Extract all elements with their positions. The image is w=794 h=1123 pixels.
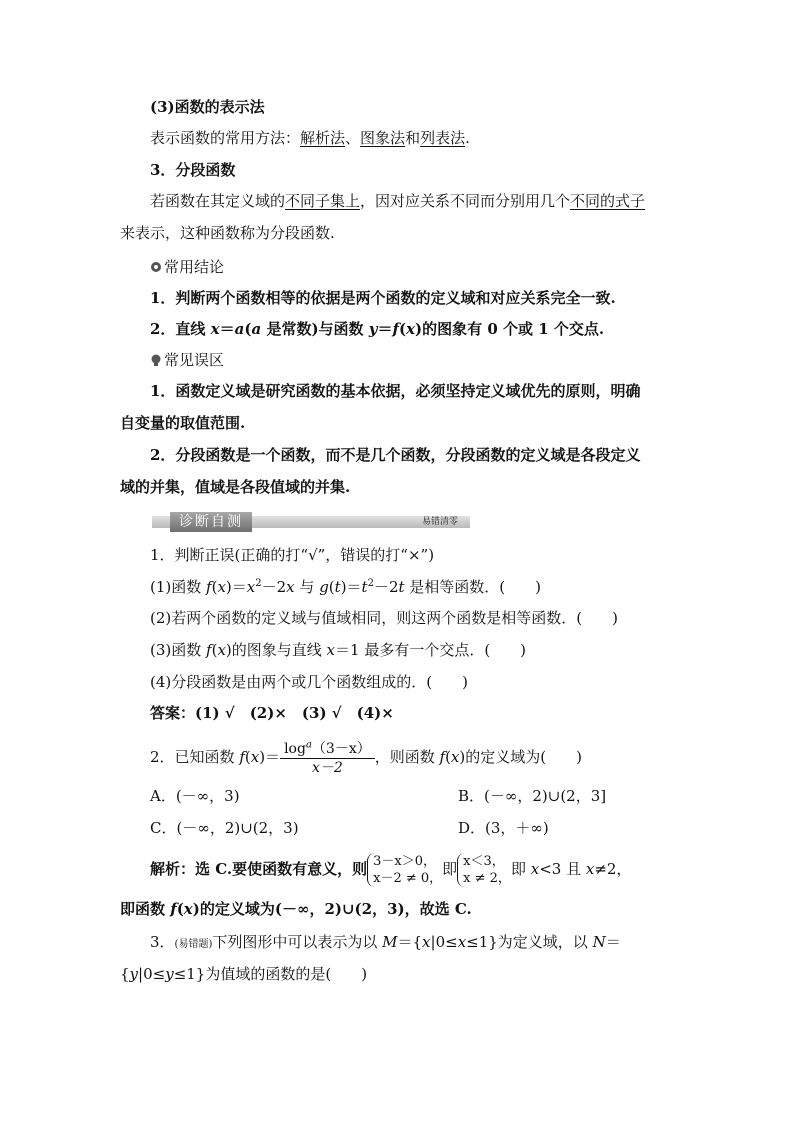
var: g [319,578,329,596]
q2-system-1 [367,853,442,887]
var: f [206,641,212,659]
heading-text: 常用结论 [164,258,225,276]
t: ＝ [219,320,235,338]
t: ( [398,320,407,338]
fraction-numerator [280,740,375,759]
var: x [326,641,336,659]
self-test-banner [152,512,470,532]
banner-title: 诊断自测 [170,512,252,532]
methods-prefix: 表示函数的常用方法： [150,129,301,147]
q1-answer: 答案：(1) √ (2)× (3) √ (4)× [150,704,394,722]
var: x [246,578,256,596]
t: 即 [442,860,458,878]
t: <3 且 [539,860,586,878]
sep: 和 [405,129,421,147]
t: )＝ [259,748,281,766]
var: x [210,320,220,338]
t: )的图象与直线 [225,641,327,659]
t: ＝ [605,933,621,951]
var: x [530,860,540,878]
period: . [465,129,470,147]
system-row: 3－x＞0， [373,854,436,869]
t: ( [328,578,335,596]
t: { [120,965,130,983]
var: y [129,965,139,983]
q1-statement-1 [150,577,541,597]
method-analytic: 解析法 [300,129,346,147]
q2-stem [150,735,582,779]
t: （3－x） [311,740,371,757]
var: x [406,320,416,338]
mistake-item-2-line1: 2．分段函数是一个函数，而不是几个函数，分段函数的定义域是各段定义 [150,446,641,464]
var: f [239,748,245,766]
var: x [422,933,431,951]
var: y [165,965,174,983]
exp: 2 [367,578,374,589]
banner-right-label: 易错清零 [421,517,458,527]
var: f [439,748,446,766]
t: 与 [294,578,320,596]
q2-option-a: A．(－∞，3) [150,787,240,805]
var: x [457,933,467,951]
t: 即 [510,860,531,878]
underlined-term: 不同子集上 [285,192,361,210]
section-heading-representation: (3)函数的表示法 [150,98,265,116]
var: x [286,578,295,596]
t: ( [211,641,218,659]
var: f [170,900,177,918]
t: ＝1 最多有一个交点．( ) [335,641,527,659]
t: |0≤ [430,933,458,951]
piecewise-def-line1 [150,191,645,211]
conclusion-item-1: 1．判断两个函数相等的依据是两个函数的定义域和对应关系完全一致. [150,289,616,307]
t: ，则函数 [374,748,440,766]
q2-system-2 [457,853,511,887]
t: )的定义域为(－∞，2)∪(2，3)，故选 C. [192,900,472,918]
t: (1)函数 [150,578,207,596]
t: )＝ [225,578,247,596]
piecewise-def-line2: 来表示，这种函数称为分段函数. [120,224,335,242]
var: t [398,578,405,596]
t: －2 [261,578,287,596]
t: 3． [150,933,175,951]
t: －2 [373,578,399,596]
q2-fraction [280,740,375,777]
var: M [382,933,398,951]
t: 2．直线 [150,320,211,338]
t: )的定义域为( ) [459,748,582,766]
system-row: x－2 ≠ 0， [373,871,443,886]
var: y [368,320,378,338]
t: ( [244,748,251,766]
sep: 、 [345,129,361,147]
q2-option-c: C．(－∞，2)∪(2，3) [150,819,299,837]
q3-stem-line2 [120,964,367,984]
t: ≠2， [594,860,632,878]
q2-option-d: D．(3，＋∞) [458,819,549,837]
method-table: 列表法 [420,129,466,147]
var: t [334,578,341,596]
conclusion-item-2 [150,319,604,339]
t: ( [244,320,252,338]
var: x [585,860,595,878]
q1-statement-3 [150,640,526,660]
var: x [250,748,260,766]
var: f [206,578,212,596]
heading-text: 常见误区 [164,351,225,369]
fraction-denominator: x－2 [311,759,343,776]
t: )＝ [340,578,362,596]
text: 若函数在其定义域的 [150,192,286,210]
t: ≤1}为值域的函数的是( ) [173,965,368,983]
var: x [450,748,460,766]
t: ( [211,578,218,596]
lightbulb-icon [150,354,162,366]
log-base: a [305,738,312,750]
mistake-item-2-line2: 域的并集，值域是各段值域的并集. [120,478,351,496]
mistakes-heading [150,350,224,370]
var: a [251,320,262,338]
t: 下列图形中可以表示为以 [212,933,383,951]
var: x [217,641,226,659]
underlined-term: 不同的式子 [570,192,646,210]
var: x [183,900,193,918]
t: 解析：选 C.要使函数有意义，则 [150,860,368,878]
text: ，因对应关系不同而分别用几个 [360,192,571,210]
var: x [217,578,226,596]
t: ＝{ [397,933,423,951]
var: t [361,578,368,596]
var: a [234,320,245,338]
t: ( [445,748,451,766]
mistake-item-1-line2: 自变量的取值范围. [120,414,246,432]
exp: 2 [255,578,262,589]
var: f [392,320,399,338]
q1-stem: 1．判断正误(正确的打“√”，错误的打“×”) [150,546,435,564]
mistake-item-1-line1: 1．函数定义域是研究函数的基本依据，必须坚持定义域优先的原则，明确 [150,382,641,400]
q3-tag: (易错题) [174,939,213,950]
q2-solution-line1 [150,848,631,890]
t: 是相等函数．( ) [404,578,542,596]
q3-stem-line1 [150,932,621,955]
gear-icon [150,261,162,273]
var: N [592,933,606,951]
t: ( [176,900,184,918]
section-heading-piecewise: 3．分段函数 [150,161,236,179]
q2-option-b: B．(－∞，2)∪(2，3] [458,787,607,805]
representation-methods-line [150,128,470,148]
system-row: x ≠ 2， [463,871,511,886]
t: ＝ [377,320,393,338]
q1-statement-2: (2)若两个函数的定义域与值域相同，则这两个函数是相等函数．( ) [150,609,618,627]
conclusions-heading [150,257,224,277]
system-row: x＜3， [463,854,505,869]
method-graph: 图象法 [360,129,406,147]
t: )的图象有 0 个或 1 个交点. [415,320,605,338]
t: |0≤ [138,965,166,983]
q1-statement-4: (4)分段函数是由两个或几个函数组成的．( ) [150,673,468,691]
t: (3)函数 [150,641,207,659]
q2-solution-line2 [120,899,472,919]
t: log [284,740,306,757]
t: ≤1}为定义域，以 [466,933,593,951]
t: 2．已知函数 [150,748,240,766]
t: 是常数)与函数 [261,320,369,338]
t: 即函数 [120,900,171,918]
